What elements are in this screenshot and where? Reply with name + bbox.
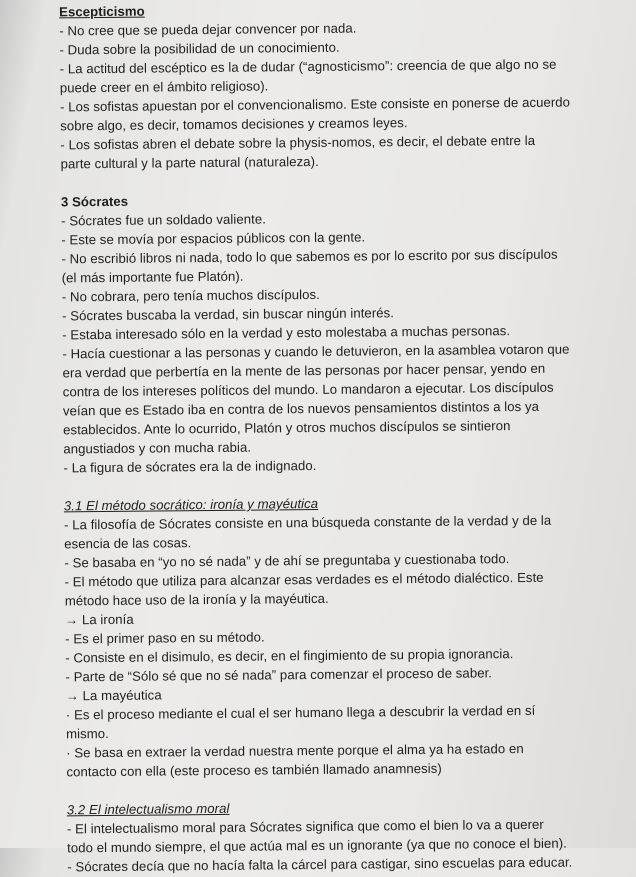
text-line: era verdad que perbertía en la mente de las personas por hacer pensar, yendo en (62, 360, 546, 381)
text-line: puede creer en el ámbito religioso). (59, 78, 269, 96)
section-escepticismo (59, 0, 586, 173)
text-line: - Duda sobre la posibilidad de un conocimiento. (59, 39, 340, 58)
text-line: → La mayéutica (65, 687, 162, 704)
section-metodo-socratico (64, 491, 592, 781)
text-line: establecidos. Ante lo ocurrido, Platón y otros muchos discípulos se sintieron (63, 418, 511, 438)
text-line: - La figura de sócrates era la de indignado. (63, 457, 317, 476)
section-title: Escepticismo (59, 3, 145, 20)
text-line: contacto con ella (este proceso es también llamado anamnesis) (66, 760, 442, 780)
text-line: contra de los intereses políticos del mundo. Lo mandaron a ejecutar. Los discípulos (62, 379, 554, 400)
text-line: - Se basaba en “yo no sé nada” y de ahí se preguntaba y cuestionaba todo. (64, 551, 510, 571)
text-line: - Estaba interesado sólo en la verdad y esto molestaba a muchas personas. (62, 323, 511, 343)
text-line: - No cree que se pueda dejar convencer por nada. (59, 20, 357, 39)
text-line: veían que es Estado iba en contra de los nuevos pensamientos distintos a los ya (62, 398, 540, 419)
text-line: - Hacía cuestionar a las personas y cuando le detuvieron, en la asamblea votaron que (62, 341, 570, 362)
text-line: - Es el primer paso en su método. (65, 629, 265, 647)
text-line: - No escribió libros ni nada, todo lo que sabemos es por lo escrito por sus discípulos (61, 246, 558, 267)
text-line: - Los sofistas apuestan por el convencionalismo. Este consiste en ponerse de acuerdo (59, 94, 571, 115)
text-line: parte cultural y la parte natural (naturaleza). (60, 153, 319, 172)
section-title: 3 Sócrates (60, 193, 129, 210)
text-line: - La filosofía de Sócrates consiste en una búsqueda constante de la verdad y de la (63, 512, 552, 533)
text-line: - Este se movía por espacios públicos con la gente. (61, 229, 366, 248)
text-line: - La actitud del escéptico es la de dudar (“agnosticismo”: creencia de que algo no se (59, 56, 557, 77)
text-line: - No cobrara, pero tenía muchos discípulos. (61, 286, 320, 305)
text-line: mismo. (65, 725, 109, 742)
text-line: todo el mundo siempre, el que actúa mal es un ignorante (ya que no conoce el bien). (67, 835, 567, 856)
text-line: - El intelectualismo moral para Sócrates significa que como el bien lo va a querer (66, 816, 544, 837)
text-line: - Los sofistas abren el debate sobre la physis-nomos, es decir, el debate entre la (60, 132, 536, 153)
text-line: (el más importante fue Platón). (61, 268, 244, 286)
text-line: sobre algo, es decir, tomamos decisiones y creamos leyes. (60, 115, 408, 134)
section-socrates (61, 187, 589, 477)
text-line: método hace uso de la ironía y la mayéutica. (64, 590, 329, 609)
text-line: - Parte de “Sólo sé que no sé nada” para comenzar el proceso de saber. (65, 665, 493, 685)
text-line: esencia de las cosas. (64, 535, 192, 552)
section-intelectualismo-moral (67, 795, 593, 876)
text-line: angustiados y con mucha rabia. (63, 439, 252, 457)
text-line: - Sócrates fue un soldado valiente. (61, 211, 267, 229)
text-line: - Sócrates decía que no hacía falta la cárcel para castigar, sino escuelas para educar. (67, 854, 573, 875)
text-line: - Sócrates buscaba la verdad, sin buscar ningún interés. (61, 305, 395, 324)
text-line: · Es el proceso mediante el cual el ser humano llega a descubrir la verdad en sí (65, 702, 536, 723)
section-title: 3.1 El método socrático: ironía y mayéutica (63, 495, 319, 514)
text-line: → La ironía (64, 611, 134, 628)
section-title: 3.2 El intelectualismo moral (66, 800, 230, 818)
text-line: - El método que utiliza para alcanzar esas verdades es el método dialéctico. Este (64, 569, 544, 590)
text-line: - Consiste en el disimulo, es decir, en el fingimiento de su propia ignorancia. (65, 646, 514, 666)
text-line: · Se basa en extraer la verdad nuestra mente porque el alma ya ha estado en (66, 741, 524, 761)
